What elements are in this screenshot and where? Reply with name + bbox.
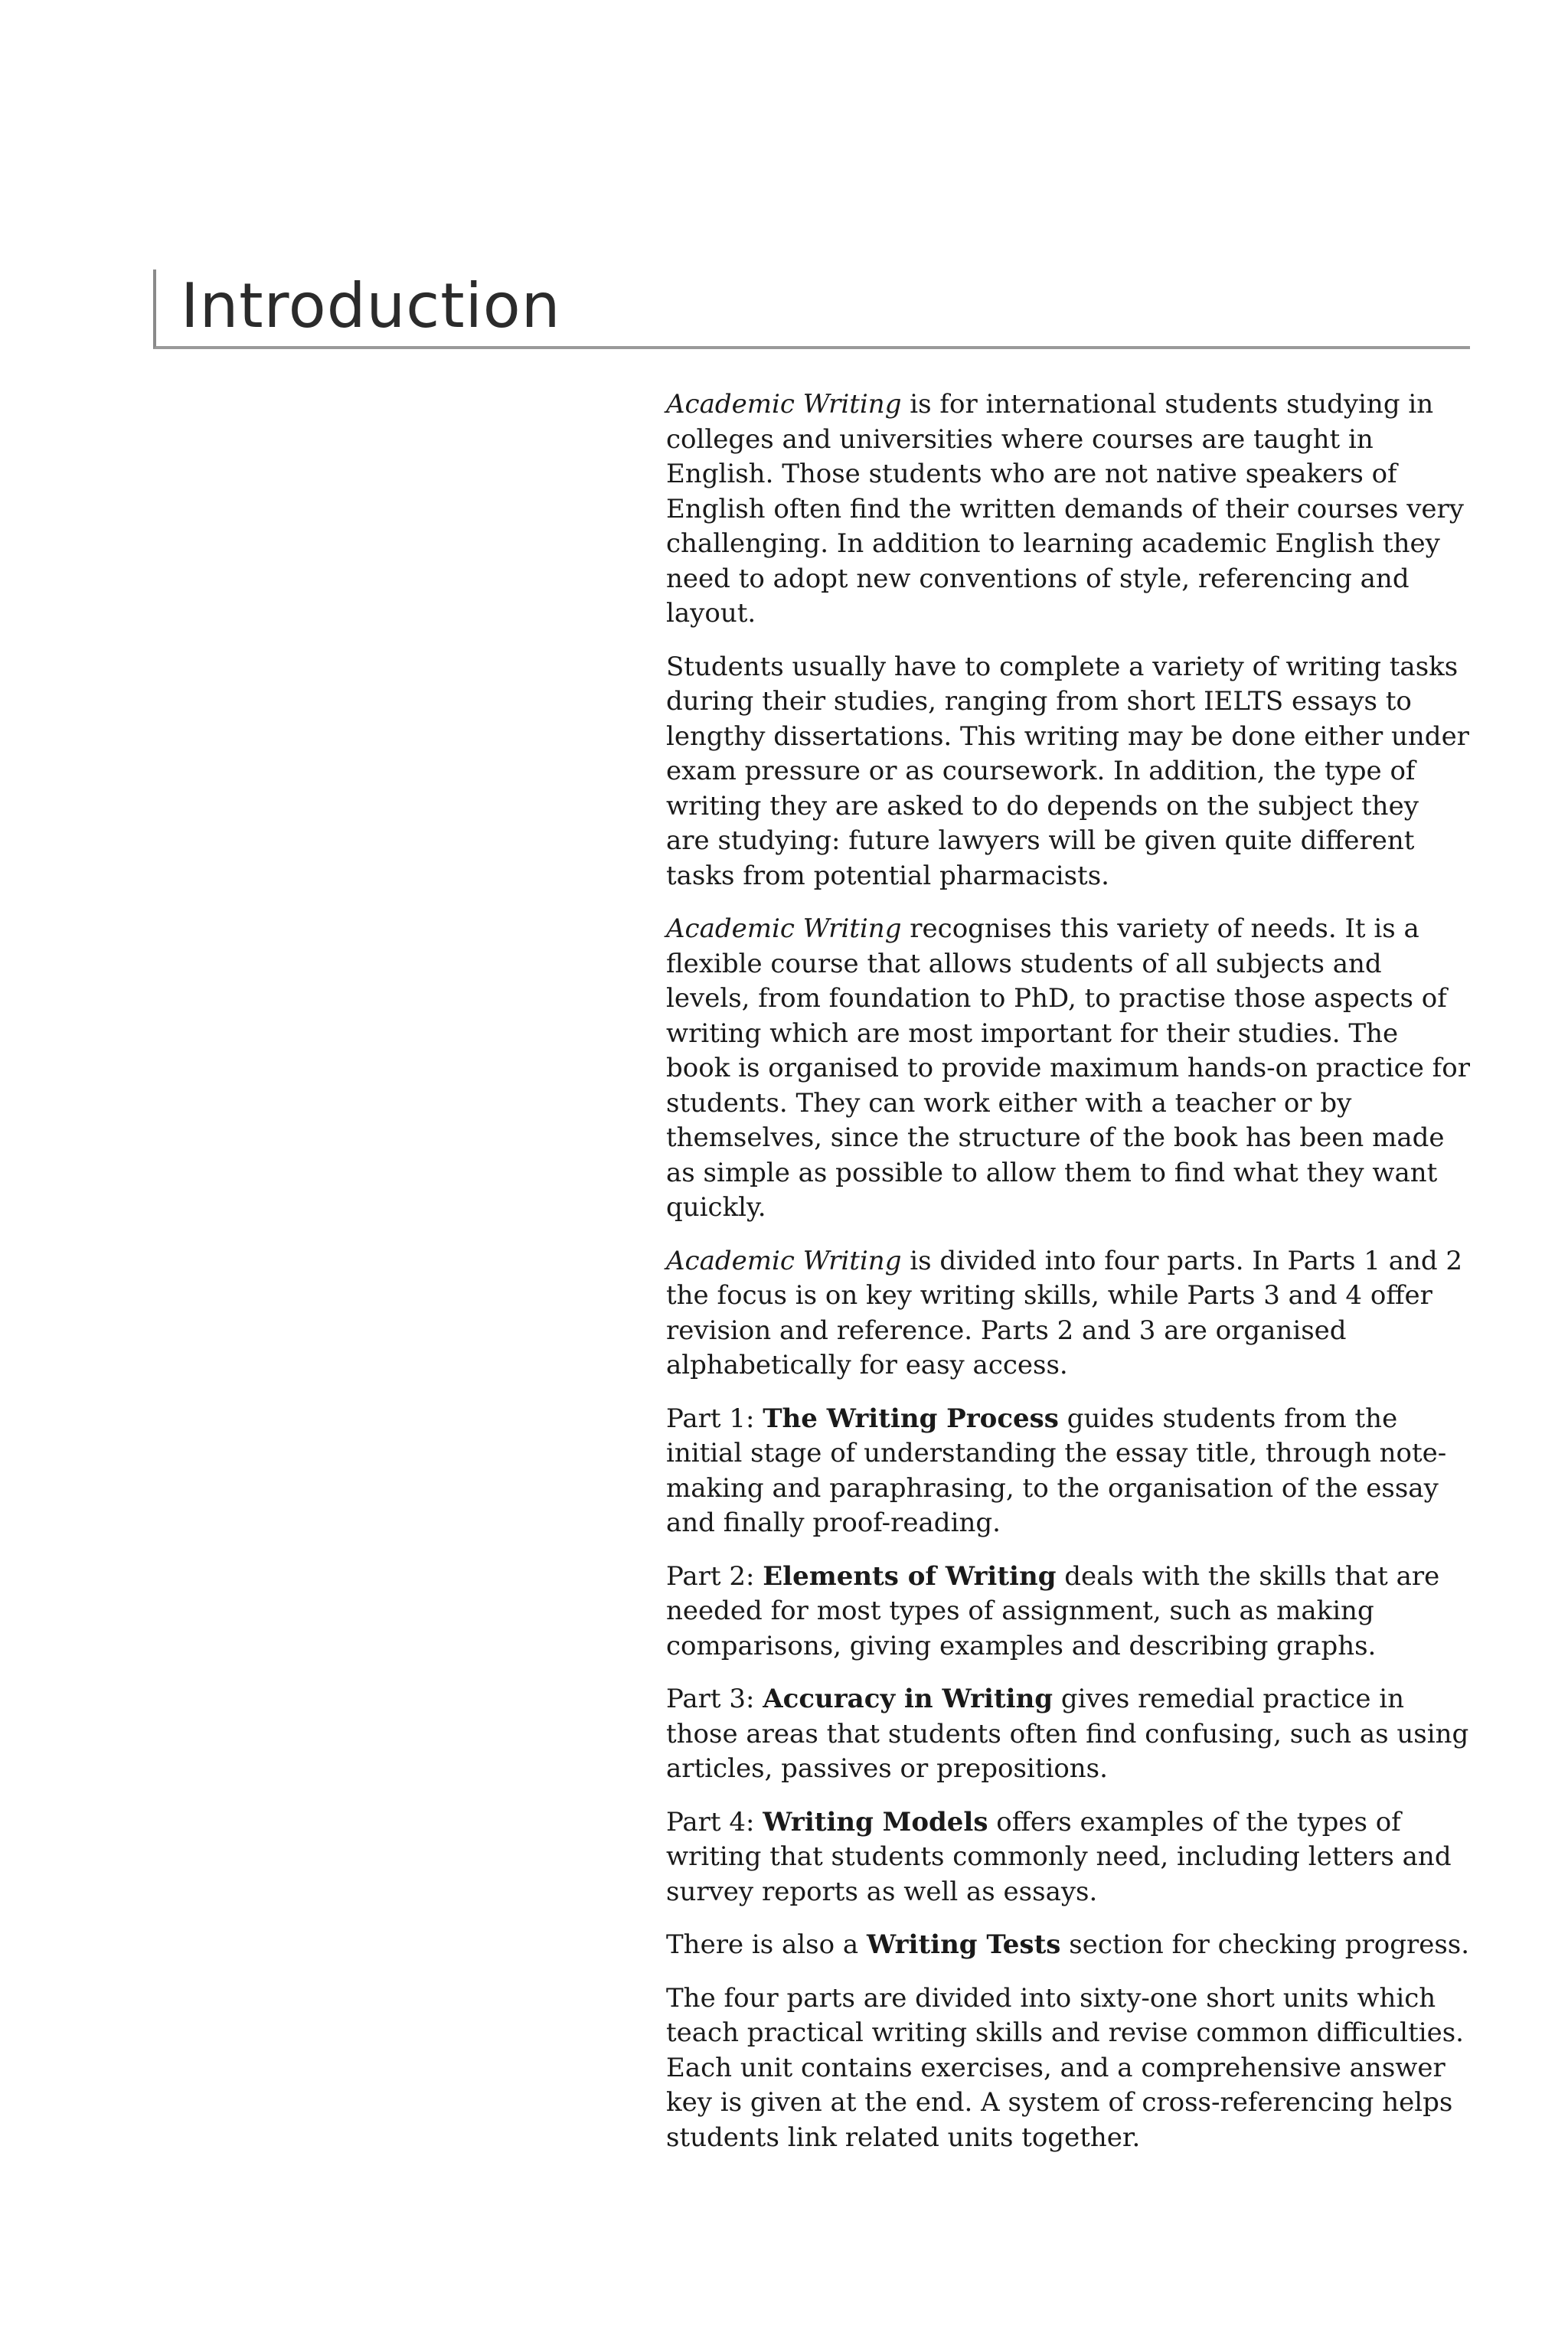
part-title-bold: Accuracy in Writing <box>763 1684 1054 1714</box>
paragraph-writing-tests <box>666 1928 1470 1963</box>
paragraph-text: section for checking progress. <box>1060 1929 1470 1960</box>
paragraph-part-3 <box>666 1682 1470 1787</box>
paragraph-text: offers examples of the types of writing that students commonly need, including letters and survey reports as well as essays. <box>666 1806 1452 1907</box>
paragraph-text: guides students from the initial stage of understanding the essay title, through note-making and paraphrasing, to the organisation of the essay and finally proof-reading. <box>666 1403 1447 1538</box>
paragraph-text: recognises this variety of needs. It is a flexible course that allows students of all subjects and levels, from foundation to PhD, to practise those aspects of writing which are most important for their studies. The book is organised to provide maximum hands-on practice for students. They can work either with a teacher or by themselves, since the structure of the book has been made as simple as possible to allow them to find what they want quickly. <box>666 913 1470 1223</box>
paragraph-text: is for international students studying in colleges and universities where courses are taught in English. Those students who are not native speakers of English often find the written demands of their courses very challenging. In addition to learning academic English they need to adopt new conventions of style, referencing and layout. <box>666 389 1465 629</box>
paragraph-3 <box>666 912 1470 1226</box>
part-title-bold: Elements of Writing <box>763 1560 1057 1592</box>
paragraph-part-2 <box>666 1560 1470 1664</box>
paragraph-text: is divided into four parts. In Parts 1 and 2 the focus is on key writing skills, while Parts 3 and 4 offer revision and reference. Parts 2 and 3 are organised alphabetically for easy access. <box>666 1245 1463 1380</box>
part-prefix: Part 1: <box>666 1403 763 1434</box>
paragraph-text: The four parts are divided into sixty-one short units which teach practical writing skills and revise common difficulties. Each unit contains exercises, and a comprehensive answer key is given at the end. A system of cross-referencing helps students link related units together. <box>666 1982 1464 2153</box>
paragraph-part-1 <box>666 1402 1470 1541</box>
paragraph-4 <box>666 1244 1470 1383</box>
paragraph-text: Students usually have to complete a variety of writing tasks during their studies, ranging from short IELTS essays to lengthy dissertations. This writing may be done either under exam pressure or as coursework. In addition, the type of writing they are asked to do depends on the subject they are studying: future lawyers will be given quite different tasks from potential pharmacists. <box>666 651 1469 891</box>
paragraph-text: gives remedial practice in those areas that students often find confusing, such as using articles, passives or prepositions. <box>666 1684 1469 1784</box>
paragraph-1 <box>666 387 1470 632</box>
part-prefix: Part 3: <box>666 1684 763 1714</box>
body-text <box>666 387 1470 2174</box>
page-title: Introduction <box>181 270 561 341</box>
part-prefix: Part 2: <box>666 1560 763 1592</box>
paragraph-text: deals with the skills that are needed for most types of assignment, such as making comparisons, giving examples and describing graphs. <box>666 1560 1440 1661</box>
part-prefix: There is also a <box>666 1929 867 1960</box>
part-prefix: Part 4: <box>666 1806 763 1838</box>
section-title-bold: Writing Tests <box>866 1929 1061 1960</box>
book-title-italic: Academic Writing <box>666 913 902 944</box>
part-title-bold: The Writing Process <box>763 1403 1059 1434</box>
paragraph-2 <box>666 650 1470 894</box>
title-rule-frame <box>153 270 1470 349</box>
part-title-bold: Writing Models <box>763 1806 988 1838</box>
paragraph-10 <box>666 1981 1470 2156</box>
book-title-italic: Academic Writing <box>666 389 902 420</box>
paragraph-part-4 <box>666 1805 1470 1910</box>
book-title-italic: Academic Writing <box>666 1245 902 1276</box>
